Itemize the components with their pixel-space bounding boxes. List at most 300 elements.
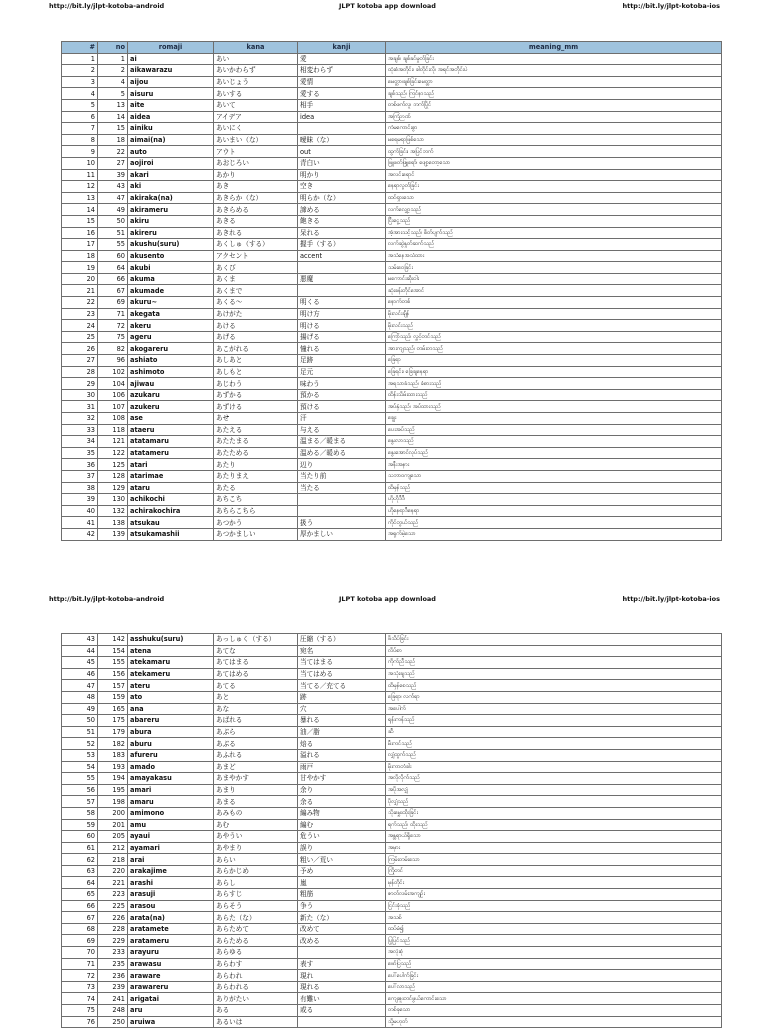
row-number: 41 bbox=[62, 517, 98, 529]
kanji-cell: 当てる／充てる bbox=[298, 680, 386, 692]
table-row bbox=[62, 227, 722, 239]
romaji-cell: atatamaru bbox=[128, 436, 214, 448]
entry-number: 14 bbox=[98, 111, 128, 123]
meaning-cell: မုန်တိုင်း bbox=[386, 877, 722, 889]
kanji-cell: 当てはまる bbox=[298, 657, 386, 669]
entry-number: 182 bbox=[98, 738, 128, 750]
kanji-cell: 厚かましい bbox=[298, 528, 386, 540]
kanji-cell: 当たる bbox=[298, 482, 386, 494]
kanji-cell bbox=[298, 947, 386, 959]
row-number: 45 bbox=[62, 657, 98, 669]
meaning-cell: ပိုလျှံသည် bbox=[386, 796, 722, 808]
row-number: 17 bbox=[62, 239, 98, 251]
kana-cell: あつかう bbox=[214, 517, 298, 529]
table-row bbox=[62, 169, 722, 181]
kana-cell: あちらこちら bbox=[214, 505, 298, 517]
romaji-cell: atsukau bbox=[128, 517, 214, 529]
entry-number: 195 bbox=[98, 784, 128, 796]
kana-cell: あるいは bbox=[214, 1016, 298, 1028]
kana-cell: あじわう bbox=[214, 378, 298, 390]
entry-number: 248 bbox=[98, 1005, 128, 1017]
row-number: 29 bbox=[62, 378, 98, 390]
romaji-cell: atekamaru bbox=[128, 657, 214, 669]
romaji-cell: akuma bbox=[128, 273, 214, 285]
kanji-cell: 諦める bbox=[298, 204, 386, 216]
kana-cell: あくまで bbox=[214, 285, 298, 297]
kanji-cell: 当てはめる bbox=[298, 668, 386, 680]
romaji-cell: auto bbox=[128, 146, 214, 158]
kanji-cell: 編む bbox=[298, 819, 386, 831]
entry-number: 60 bbox=[98, 250, 128, 262]
table-row bbox=[62, 773, 722, 785]
entry-number: 241 bbox=[98, 993, 128, 1005]
meaning-cell: ထွက်ခြင်း၊ အပြင်ဘက် bbox=[386, 146, 722, 158]
row-number: 65 bbox=[62, 889, 98, 901]
entry-number: 51 bbox=[98, 227, 128, 239]
kanji-cell: 相手 bbox=[298, 99, 386, 111]
romaji-cell: abura bbox=[128, 726, 214, 738]
android-link[interactable]: http://bit.ly/jlpt-kotoba-android bbox=[49, 595, 165, 603]
table-row bbox=[62, 958, 722, 970]
meaning-cell: သမ်းဝေခြင်း bbox=[386, 262, 722, 274]
table-row bbox=[62, 482, 722, 494]
meaning-cell: မရေမရာဖြစ်သော bbox=[386, 134, 722, 146]
meaning-cell: ကြိုတင် bbox=[386, 865, 722, 877]
table-row bbox=[62, 99, 722, 111]
meaning-cell: တစ်ခုသော bbox=[386, 1005, 722, 1017]
kana-cell: あらゆる bbox=[214, 947, 298, 959]
entry-number: 69 bbox=[98, 297, 128, 309]
table-row bbox=[62, 947, 722, 959]
kanji-cell: 愛する bbox=[298, 88, 386, 100]
entry-number: 121 bbox=[98, 436, 128, 448]
romaji-cell: ajiwau bbox=[128, 378, 214, 390]
romaji-cell: arai bbox=[128, 854, 214, 866]
entry-number: 15 bbox=[98, 123, 128, 135]
header-title: JLPT kotoba app download bbox=[339, 595, 436, 603]
entry-number: 156 bbox=[98, 668, 128, 680]
row-number: 26 bbox=[62, 343, 98, 355]
row-number: 58 bbox=[62, 807, 98, 819]
table-row bbox=[62, 447, 722, 459]
row-number: 56 bbox=[62, 784, 98, 796]
entry-number: 235 bbox=[98, 958, 128, 970]
row-number: 31 bbox=[62, 401, 98, 413]
row-number: 47 bbox=[62, 680, 98, 692]
kanji-cell: 暴れる bbox=[298, 715, 386, 727]
romaji-cell: arigatai bbox=[128, 993, 214, 1005]
kana-cell: あずかる bbox=[214, 389, 298, 401]
row-number: 61 bbox=[62, 842, 98, 854]
kana-cell: あむ bbox=[214, 819, 298, 831]
entry-number: 157 bbox=[98, 680, 128, 692]
kana-cell: あやうい bbox=[214, 831, 298, 843]
row-number: 71 bbox=[62, 958, 98, 970]
kana-cell: ある bbox=[214, 1005, 298, 1017]
entry-number: 212 bbox=[98, 842, 128, 854]
table-row bbox=[62, 111, 722, 123]
table-header-row bbox=[62, 42, 722, 54]
romaji-cell: azukaru bbox=[128, 389, 214, 401]
table-row bbox=[62, 1016, 722, 1028]
meaning-cell: အပ်နှံသည်၊ အပ်ထားသည် bbox=[386, 401, 722, 413]
entry-number: 201 bbox=[98, 819, 128, 831]
table-row bbox=[62, 146, 722, 158]
meaning-cell: သဘာဝကျသော bbox=[386, 470, 722, 482]
entry-number: 233 bbox=[98, 947, 128, 959]
entry-number: 18 bbox=[98, 134, 128, 146]
entry-number: 205 bbox=[98, 831, 128, 843]
meaning-cell: အနီးအနား bbox=[386, 459, 722, 471]
kanji-cell: 温める／暖める bbox=[298, 447, 386, 459]
column-header-romaji: romaji bbox=[128, 42, 214, 54]
kana-cell: アクセント bbox=[214, 250, 298, 262]
romaji-cell: aki bbox=[128, 181, 214, 193]
table-row bbox=[62, 796, 722, 808]
row-number: 32 bbox=[62, 413, 98, 425]
table-row bbox=[62, 517, 722, 529]
meaning-cell: ထုံးစံအတိုင်း၊ ခါတိုင်းလို၊ အရင်အတိုင်းပဲ bbox=[386, 65, 722, 77]
android-link[interactable]: http://bit.ly/jlpt-kotoba-android bbox=[49, 2, 165, 10]
table-row bbox=[62, 76, 722, 88]
kana-cell: あけがた bbox=[214, 308, 298, 320]
romaji-cell: akumade bbox=[128, 285, 214, 297]
kanji-cell: 新た（な） bbox=[298, 912, 386, 924]
meaning-cell: အမှား bbox=[386, 842, 722, 854]
entry-number: 229 bbox=[98, 935, 128, 947]
kanji-cell: 跡 bbox=[298, 691, 386, 703]
romaji-cell: ageru bbox=[128, 331, 214, 343]
entry-number: 239 bbox=[98, 981, 128, 993]
row-number: 72 bbox=[62, 970, 98, 982]
meaning-cell: လိပ်စာ bbox=[386, 645, 722, 657]
meaning-cell: ဖြူဖတ်ဖြူရော်၊ ဖျော့တော့သော bbox=[386, 157, 722, 169]
row-number: 21 bbox=[62, 285, 98, 297]
table-row bbox=[62, 715, 722, 727]
meaning-cell: အရသာခံသည်၊ ခံစားသည် bbox=[386, 378, 722, 390]
table-row bbox=[62, 157, 722, 169]
meaning-cell: သိုးမွှေးထိုးခြင်း bbox=[386, 807, 722, 819]
entry-number: 82 bbox=[98, 343, 128, 355]
meaning-cell: ကိုက်ညီသည် bbox=[386, 657, 722, 669]
kana-cell: あばれる bbox=[214, 715, 298, 727]
entry-number: 72 bbox=[98, 320, 128, 332]
meaning-cell: ရက်သည်၊ ထိုးသည် bbox=[386, 819, 722, 831]
entry-number: 50 bbox=[98, 215, 128, 227]
romaji-cell: achikochi bbox=[128, 494, 214, 506]
kanji-cell: 編み物 bbox=[298, 807, 386, 819]
entry-number: 142 bbox=[98, 634, 128, 646]
romaji-cell: amado bbox=[128, 761, 214, 773]
romaji-cell: ai bbox=[128, 53, 214, 65]
entry-number: 179 bbox=[98, 726, 128, 738]
kanji-cell: 相変わらず bbox=[298, 65, 386, 77]
row-number: 42 bbox=[62, 528, 98, 540]
table-row bbox=[62, 935, 722, 947]
kanji-cell: 甘やかす bbox=[298, 773, 386, 785]
row-number: 25 bbox=[62, 331, 98, 343]
kana-cell: あたためる bbox=[214, 447, 298, 459]
romaji-cell: akeru bbox=[128, 320, 214, 332]
table-row bbox=[62, 378, 722, 390]
row-number: 23 bbox=[62, 308, 98, 320]
kana-cell: あき bbox=[214, 181, 298, 193]
row-number: 59 bbox=[62, 819, 98, 831]
row-number: 40 bbox=[62, 505, 98, 517]
row-number: 35 bbox=[62, 447, 98, 459]
meaning-cell: ထင်ရှားသော bbox=[386, 192, 722, 204]
entry-number: 200 bbox=[98, 807, 128, 819]
entry-number: 193 bbox=[98, 761, 128, 773]
kanji-cell: 表す bbox=[298, 958, 386, 970]
table-row bbox=[62, 494, 722, 506]
entry-number: 1 bbox=[98, 53, 128, 65]
table-row bbox=[62, 192, 722, 204]
row-number: 1 bbox=[62, 53, 98, 65]
kana-cell: アウト bbox=[214, 146, 298, 158]
kanji-cell: 揚げる bbox=[298, 331, 386, 343]
table-row bbox=[62, 413, 722, 425]
entry-number: 132 bbox=[98, 505, 128, 517]
meaning-cell: ကိုင်တွယ်သည် bbox=[386, 517, 722, 529]
kana-cell: あきらめる bbox=[214, 204, 298, 216]
kana-cell: あてはめる bbox=[214, 668, 298, 680]
kana-cell: あと bbox=[214, 691, 298, 703]
row-number: 68 bbox=[62, 923, 98, 935]
row-number: 5 bbox=[62, 99, 98, 111]
entry-number: 194 bbox=[98, 773, 128, 785]
table-row bbox=[62, 854, 722, 866]
ios-link[interactable]: http://bit.ly/jlpt-kotoba-ios bbox=[622, 595, 720, 603]
romaji-cell: aidea bbox=[128, 111, 214, 123]
kanji-cell: 足元 bbox=[298, 366, 386, 378]
romaji-cell: aratamete bbox=[128, 923, 214, 935]
column-header-meaning: meaning_mm bbox=[386, 42, 722, 54]
row-number: 36 bbox=[62, 459, 98, 471]
romaji-cell: ayamari bbox=[128, 842, 214, 854]
meaning-cell: မိုးကာတံခါး bbox=[386, 761, 722, 773]
romaji-cell: aburu bbox=[128, 738, 214, 750]
kana-cell: あてな bbox=[214, 645, 298, 657]
meaning-cell: ခြေရင်း၊ ခြေချနေရာ bbox=[386, 366, 722, 378]
entry-number: 175 bbox=[98, 715, 128, 727]
column-header-num: # bbox=[62, 42, 98, 54]
meaning-cell: ထိန်းသိမ်းထားသည် bbox=[386, 389, 722, 401]
table-row bbox=[62, 181, 722, 193]
entry-number: 22 bbox=[98, 146, 128, 158]
kana-cell: あくび bbox=[214, 262, 298, 274]
romaji-cell: arata(na) bbox=[128, 912, 214, 924]
row-number: 60 bbox=[62, 831, 98, 843]
meaning-cell: ထိမှန်စေသည် bbox=[386, 680, 722, 692]
kanji-cell: 改めて bbox=[298, 923, 386, 935]
kanji-cell: 握手（する） bbox=[298, 239, 386, 251]
meaning-cell: ဇာတ်လမ်းအကျဉ်း bbox=[386, 889, 722, 901]
meaning-cell: မိုးလင်းသည် bbox=[386, 320, 722, 332]
romaji-cell: arayuru bbox=[128, 947, 214, 959]
kana-cell: あらわれ bbox=[214, 970, 298, 982]
row-number: 22 bbox=[62, 297, 98, 309]
kana-cell: あいにく bbox=[214, 123, 298, 135]
entry-number: 106 bbox=[98, 389, 128, 401]
column-header-kanji: kanji bbox=[298, 42, 386, 54]
romaji-cell: arasuji bbox=[128, 889, 214, 901]
meaning-cell: ကြမ်းတမ်းသော bbox=[386, 854, 722, 866]
romaji-cell: aratameru bbox=[128, 935, 214, 947]
entry-number: 155 bbox=[98, 657, 128, 669]
kana-cell: あいまい（な） bbox=[214, 134, 298, 146]
table-row bbox=[62, 900, 722, 912]
table-row bbox=[62, 657, 722, 669]
entry-number: 198 bbox=[98, 796, 128, 808]
table-row bbox=[62, 877, 722, 889]
entry-number: 129 bbox=[98, 482, 128, 494]
kana-cell: あらし bbox=[214, 877, 298, 889]
entry-number: 221 bbox=[98, 877, 128, 889]
kanji-cell: 温まる／暖まる bbox=[298, 436, 386, 448]
kanji-cell: idea bbox=[298, 111, 386, 123]
table-row bbox=[62, 784, 722, 796]
kanji-cell: 溢れる bbox=[298, 749, 386, 761]
kana-cell: あてはまる bbox=[214, 657, 298, 669]
entry-number: 107 bbox=[98, 401, 128, 413]
kanji-cell: 焙る bbox=[298, 738, 386, 750]
meaning-cell: ပြုပြင်သည် bbox=[386, 935, 722, 947]
romaji-cell: akogareru bbox=[128, 343, 214, 355]
row-number: 38 bbox=[62, 482, 98, 494]
kanji-cell: 予め bbox=[298, 865, 386, 877]
kanji-cell bbox=[298, 1016, 386, 1028]
row-number: 16 bbox=[62, 227, 98, 239]
table-row bbox=[62, 459, 722, 471]
meaning-cell: အပေါက် bbox=[386, 703, 722, 715]
row-number: 46 bbox=[62, 668, 98, 680]
meaning-cell: ဖော်ပြသည် bbox=[386, 958, 722, 970]
romaji-cell: ato bbox=[128, 691, 214, 703]
meaning-cell: ကျေးဇူးတင်ဖွယ်ကောင်းသော bbox=[386, 993, 722, 1005]
row-number: 44 bbox=[62, 645, 98, 657]
kanji-cell: 粗い／荒い bbox=[298, 854, 386, 866]
entry-number: 183 bbox=[98, 749, 128, 761]
entry-number: 225 bbox=[98, 900, 128, 912]
entry-number: 125 bbox=[98, 459, 128, 471]
romaji-cell: aisuru bbox=[128, 88, 214, 100]
kana-cell: あな bbox=[214, 703, 298, 715]
table-row bbox=[62, 470, 722, 482]
row-number: 30 bbox=[62, 389, 98, 401]
row-number: 73 bbox=[62, 981, 98, 993]
kana-cell: あふれる bbox=[214, 749, 298, 761]
table-row bbox=[62, 970, 722, 982]
meaning-cell: အကြံဉာဏ် bbox=[386, 111, 722, 123]
entry-number: 108 bbox=[98, 413, 128, 425]
romaji-cell: achirakochira bbox=[128, 505, 214, 517]
romaji-cell: atari bbox=[128, 459, 214, 471]
entry-number: 165 bbox=[98, 703, 128, 715]
kana-cell: あおじろい bbox=[214, 157, 298, 169]
table-row bbox=[62, 912, 722, 924]
kanji-cell: 悪魔 bbox=[298, 273, 386, 285]
entry-number: 128 bbox=[98, 470, 128, 482]
vocabulary-table-page-2 bbox=[61, 633, 722, 1028]
meaning-cell: သို့မဟုတ် bbox=[386, 1016, 722, 1028]
row-number: 74 bbox=[62, 993, 98, 1005]
kanji-cell bbox=[298, 123, 386, 135]
romaji-cell: ainiku bbox=[128, 123, 214, 135]
romaji-cell: aijou bbox=[128, 76, 214, 88]
row-number: 24 bbox=[62, 320, 98, 332]
meaning-cell: မိုးလင်းချိန် bbox=[386, 308, 722, 320]
kana-cell: あてる bbox=[214, 680, 298, 692]
ios-link[interactable]: http://bit.ly/jlpt-kotoba-ios bbox=[622, 2, 720, 10]
entry-number: 139 bbox=[98, 528, 128, 540]
row-number: 69 bbox=[62, 935, 98, 947]
kanji-cell: 預かる bbox=[298, 389, 386, 401]
romaji-cell: asshuku(suru) bbox=[128, 634, 214, 646]
row-number: 70 bbox=[62, 947, 98, 959]
row-number: 19 bbox=[62, 262, 98, 274]
entry-number: 250 bbox=[98, 1016, 128, 1028]
kana-cell: あかり bbox=[214, 169, 298, 181]
kana-cell: あげる bbox=[214, 331, 298, 343]
kana-cell: あらい bbox=[214, 854, 298, 866]
row-number: 57 bbox=[62, 796, 98, 808]
romaji-cell: akari bbox=[128, 169, 214, 181]
kanji-cell bbox=[298, 505, 386, 517]
kanji-cell: 危うい bbox=[298, 831, 386, 843]
romaji-cell: ashiato bbox=[128, 355, 214, 367]
table-row bbox=[62, 331, 722, 343]
row-number: 3 bbox=[62, 76, 98, 88]
entry-number: 49 bbox=[98, 204, 128, 216]
entry-number: 75 bbox=[98, 331, 128, 343]
kanji-cell: 愛 bbox=[298, 53, 386, 65]
romaji-cell: amaru bbox=[128, 796, 214, 808]
meaning-cell: ပေါ်လာသည် bbox=[386, 981, 722, 993]
kanji-cell: 明ける bbox=[298, 320, 386, 332]
romaji-cell: akubi bbox=[128, 262, 214, 274]
meaning-cell: အသစ် bbox=[386, 912, 722, 924]
romaji-cell: arashi bbox=[128, 877, 214, 889]
romaji-cell: azukeru bbox=[128, 401, 214, 413]
row-number: 37 bbox=[62, 470, 98, 482]
entry-number: 64 bbox=[98, 262, 128, 274]
kana-cell: あっしゅく（する） bbox=[214, 634, 298, 646]
kana-cell: あぶる bbox=[214, 738, 298, 750]
table-row bbox=[62, 1005, 722, 1017]
row-number: 20 bbox=[62, 273, 98, 285]
kanji-cell: 現れる bbox=[298, 981, 386, 993]
table-row bbox=[62, 668, 722, 680]
entry-number: 5 bbox=[98, 88, 128, 100]
romaji-cell: atena bbox=[128, 645, 214, 657]
meaning-cell: ခြေရာ၊ လက်ရာ bbox=[386, 691, 722, 703]
table-row bbox=[62, 285, 722, 297]
entry-number: 154 bbox=[98, 645, 128, 657]
romaji-cell: aimai(na) bbox=[128, 134, 214, 146]
column-header-kana: kana bbox=[214, 42, 298, 54]
meaning-cell: အပိုအလျှံ bbox=[386, 784, 722, 796]
kana-cell: あせ bbox=[214, 413, 298, 425]
kana-cell: あくる～ bbox=[214, 297, 298, 309]
kanji-cell bbox=[298, 285, 386, 297]
row-number: 8 bbox=[62, 134, 98, 146]
romaji-cell: arawareru bbox=[128, 981, 214, 993]
kanji-cell bbox=[298, 494, 386, 506]
kanji-cell: 預ける bbox=[298, 401, 386, 413]
row-number: 62 bbox=[62, 854, 98, 866]
meaning-cell: အလိုလိုက်သည် bbox=[386, 773, 722, 785]
